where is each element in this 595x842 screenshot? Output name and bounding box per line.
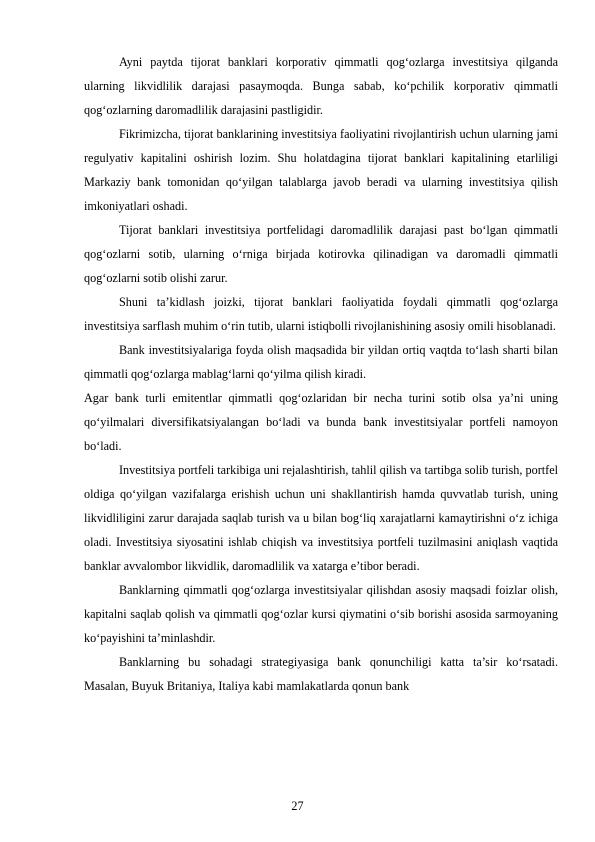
document-body (84, 50, 558, 698)
paragraph-7: Investitsiya portfeli tarkibiga uni rejalashtirish, tahlil qilish va tartibga solib turish, portfel oldiga qo‘yilgan vazifalarga erishish uchun uni shakllantirish hamda quvvatlab turish, uning likvidliligini zarur darajada saqlab turish va u bilan bog‘liq xarajatlarni kamaytirishni o‘z ichiga oladi. Investitsiya siyosatini ishlab chiqish va investitsiya portfeli tuzilmasini aniqlash vaqtida banklar avvalombor likvidlik, daromadlilik va xatarga e’tibor beradi. (84, 463, 558, 573)
paragraph-5: Bank investitsiyalariga foyda olish maqsadida bir yildan ortiq vaqtda to‘lash sharti bilan qimmatli qog‘ozlarga mablag‘larni qo‘yilma qilish kiradi. (84, 343, 558, 381)
paragraph-3: Tijorat banklari investitsiya portfelidagi daromadlilik darajasi past bo‘lgan qimmatli qog‘ozlarni sotib, ularning o‘rniga birjada kotirovka qilinadigan va daromadli qimmatli qog‘ozlarni sotib olishi zarur. (84, 223, 558, 285)
paragraph-6: Agar bank turli emitentlar qimmatli qog‘ozlaridan bir necha turini sotib olsa ya’ni uning qo‘yilmalari diversifikatsiyalangan bo‘ladi va bunda bank investitsiyalar portfeli namoyon bo‘ladi. (84, 391, 558, 453)
paragraph-2: Fikrimizcha, tijorat banklarining investitsiya faoliyatini rivojlantirish uchun ularning jami regulyativ kapitalini oshirish lozim. Shu holatdagina tijorat banklari kapitalining etarliligi Markaziy bank tomonidan qo‘yilgan talablarga javob beradi va ularning investitsiya qilish imkoniyatlari oshadi. (84, 127, 558, 213)
paragraph-9: Banklarning bu sohadagi strategiyasiga bank qonunchiligi katta ta’sir ko‘rsatadi. Masalan, Buyuk Britaniya, Italiya kabi mamlakatlarda qonun bank (84, 655, 558, 693)
paragraph-1: Ayni paytda tijorat banklari korporativ qimmatli qog‘ozlarga investitsiya qilganda ularning likvidlilik darajasi pasaymoqda. Bunga sabab, ko‘pchilik korporativ qimmatli qog‘ozlarning daromadlilik darajasini pastligidir. (84, 55, 558, 117)
page-number: 27 (291, 799, 304, 813)
paragraph-4: Shuni ta’kidlash joizki, tijorat banklari faoliyatida foydali qimmatli qog‘ozlarga investitsiya sarflash muhim o‘rin tutib, ularni istiqbolli rivojlanishining asosiy omili hisoblanadi. (84, 295, 558, 333)
paragraph-8: Banklarning qimmatli qog‘ozlarga investitsiyalar qilishdan asosiy maqsadi foizlar olish, kapitalni saqlab qolish va qimmatli qog‘ozlar kursi qiymatini o‘sib borishi asosida sarmoyaning ko‘payishini ta’minlashdir. (84, 583, 558, 645)
